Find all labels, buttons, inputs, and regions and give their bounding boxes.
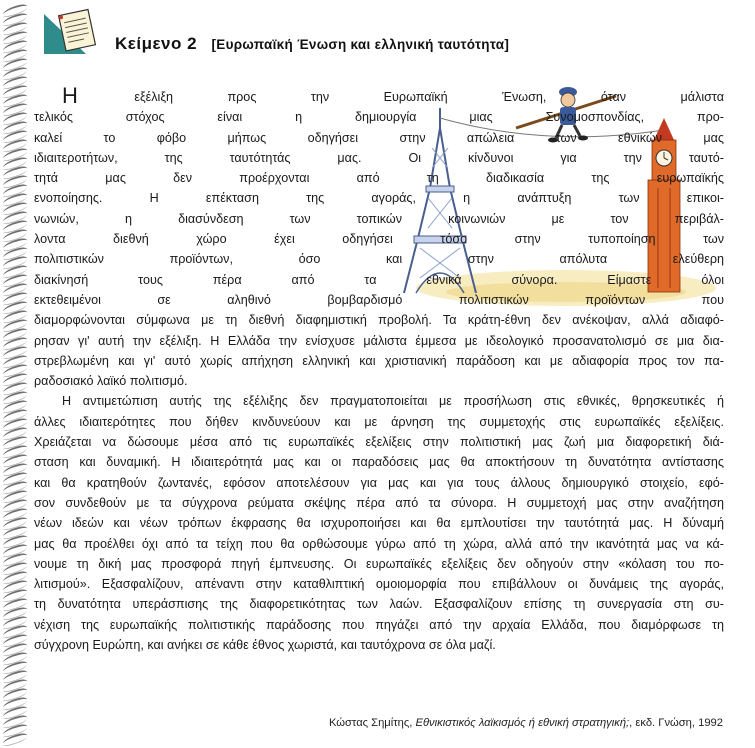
paragraph-1 bbox=[34, 83, 724, 391]
text-line: ρησαν γι' αυτή την εξέλιξη. Η Ελλάδα την ενίσχυσε μάλιστα έμμεσα με ιδεολογικό προσανατολισμό σε μια δια- bbox=[34, 333, 724, 348]
text-line: σταση και δυναμική. Η ιδιαιτερότητά μας και οι παραδόσεις μας θα αποκτήσουν τη δυνατότητα αντίστασης bbox=[34, 455, 724, 470]
article-body bbox=[34, 83, 724, 655]
title-subtitle: [Ευρωπαϊκή Ένωση και ελληνική ταυτότητα] bbox=[211, 37, 510, 52]
text-line: σύγχρονη Ευρώπη, και ανήκει σε κάθε έθνος χωριστά, και ταυτόχρονα σε όλα μαζί. bbox=[34, 638, 496, 653]
text-line: τελικός στόχος είναι η δημιουργία μιας Συνομοσπονδίας, προ- bbox=[34, 110, 724, 125]
text-line: εκτεθειμένοι σε αληθινό βομβαρδισμό πολιτιστικών προϊόντων που bbox=[34, 292, 724, 307]
text-line: νουμε τη δική μας προσφορά πηγή έμπνευσης. Οι ευρωπαϊκές εξελίξεις δεν οδηγούν στην «κόλαση του πο- bbox=[34, 556, 724, 571]
page-title bbox=[115, 34, 509, 54]
text-line: νέχιση της ευρωπαϊκής πολιτιστικής παράδοσης που πηγάζει από την αρχαία Ελλάδα, που διαμόρφωσε τη bbox=[34, 617, 724, 632]
paragraph-2 bbox=[34, 391, 724, 655]
text-line: νέων ιδεών και νέων τρόπων έκφρασης θα ισχυροποιήσει και θα εμπλουτίσει την ταυτότητά μας. Η δύναμή bbox=[34, 516, 724, 531]
text-line: λιτισμού». Εξασφαλίζουν, απέναντι στην καταθλιπτική ομοιομορφία που επιβάλλουν οι δυνάμεις της αγοράς, bbox=[34, 577, 724, 592]
text-line: μας θα προέλθει όχι από τα τείχη που θα ορθώσουμε γύρω από τη χώρα, αλλά από την ικανότητά μας να κά- bbox=[34, 536, 724, 551]
text-line: στρεβλωμένη και γι' αυτό χωρίς απήχηση ελληνική και χριστιανική παράδοση και με αδιαφορία προς τον πα- bbox=[34, 353, 724, 368]
source-citation bbox=[329, 717, 723, 729]
text-line: τη δυνατότητα υπεράσπισης της διαφορετικότητας των λαών. Εξασφαλίζουν επίσης τη συνεργασία στη συ- bbox=[34, 597, 724, 612]
text-line: πολιτιστικών προϊόντων, όσο και στην απόλυτα ελεύθερη bbox=[34, 252, 724, 267]
text-line: ραδοσιακό λαϊκό πολιτισμό. bbox=[34, 374, 188, 389]
text-line: Η αντιμετώπιση αυτής της εξέλιξης δεν πραγματοποιείται με προσήλωση στις εθνικές, θρησκευτικές ή bbox=[62, 394, 724, 409]
text-line: σον συνδεθούν με τα σύγχρονα ρεύματα σκέψης πέρα από τα σύνορα. Η συμμετοχή μας στην αναζήτηση bbox=[34, 495, 724, 510]
text-line: τητά μας δεν προέρχονται από τη διαδικασία της ευρωπαϊκής bbox=[34, 171, 724, 186]
text-line: και θα κρατηθούν ζωντανές, εφόσον αποτελέσουν για μας και για τους άλλους δημιουργικό στοιχείο, εφό- bbox=[34, 475, 724, 490]
text-line: καλεί το φόβο μήπως οδηγήσει στην απώλεια των εθνικών μας bbox=[34, 130, 724, 145]
source-author: Κώστας Σημίτης, bbox=[328, 717, 413, 729]
text-line: ιδιαιτεροτήτων, της ταυτότητάς μας. Οι κίνδυνοι για την ταυτό- bbox=[34, 150, 724, 165]
text-line: λοντα διεθνή χώρο έχει οδηγήσει τόσο στην τυποποίηση των bbox=[34, 232, 724, 247]
notebook-spiral bbox=[0, 0, 32, 741]
dropcap: Η bbox=[62, 83, 78, 108]
document-icon bbox=[44, 8, 104, 56]
source-publisher: , εκδ. Γνώση, 1992 bbox=[629, 717, 723, 729]
text-line: Χρειάζεται να δώσουμε μέσα από τις ευρωπαϊκές εξελίξεις στην πολιτιστική μας ζωή μια διαφορετική διά- bbox=[34, 435, 724, 450]
text-line: άλλες ιδιαιτερότητες που δήθεν κινδυνεύουν και με άρνηση της συμμετοχής στις ευρωπαϊκές εξελίξεις. bbox=[34, 414, 724, 429]
source-work: Εθνικιστικός λαϊκισμός ή εθνική στρατηγική; bbox=[415, 717, 630, 729]
text-line: διακίνησή τους πέρα από τα εθνικά σύνορα. Είμαστε όλοι bbox=[34, 272, 724, 287]
text-line: νωνιών, η διασύνδεση των τοπικών κοινωνιών με τον περιβάλ- bbox=[34, 211, 724, 226]
text-line: διαμορφώνονται σύμφωνα με τη διεθνή διαφημιστική προβολή. Τα κράτη-έθνη δεν ανέκοψαν, αλλά αδιαφό- bbox=[34, 313, 724, 328]
text-line: Η εξέλιξη προς την Ευρωπαϊκή Ένωση, όταν μάλιστα bbox=[62, 83, 724, 108]
title-number: Κείμενο 2 bbox=[115, 34, 198, 53]
text-line: ενοποίησης. Η επέκταση της αγοράς, η ανάπτυξη των επικοι- bbox=[34, 191, 724, 206]
